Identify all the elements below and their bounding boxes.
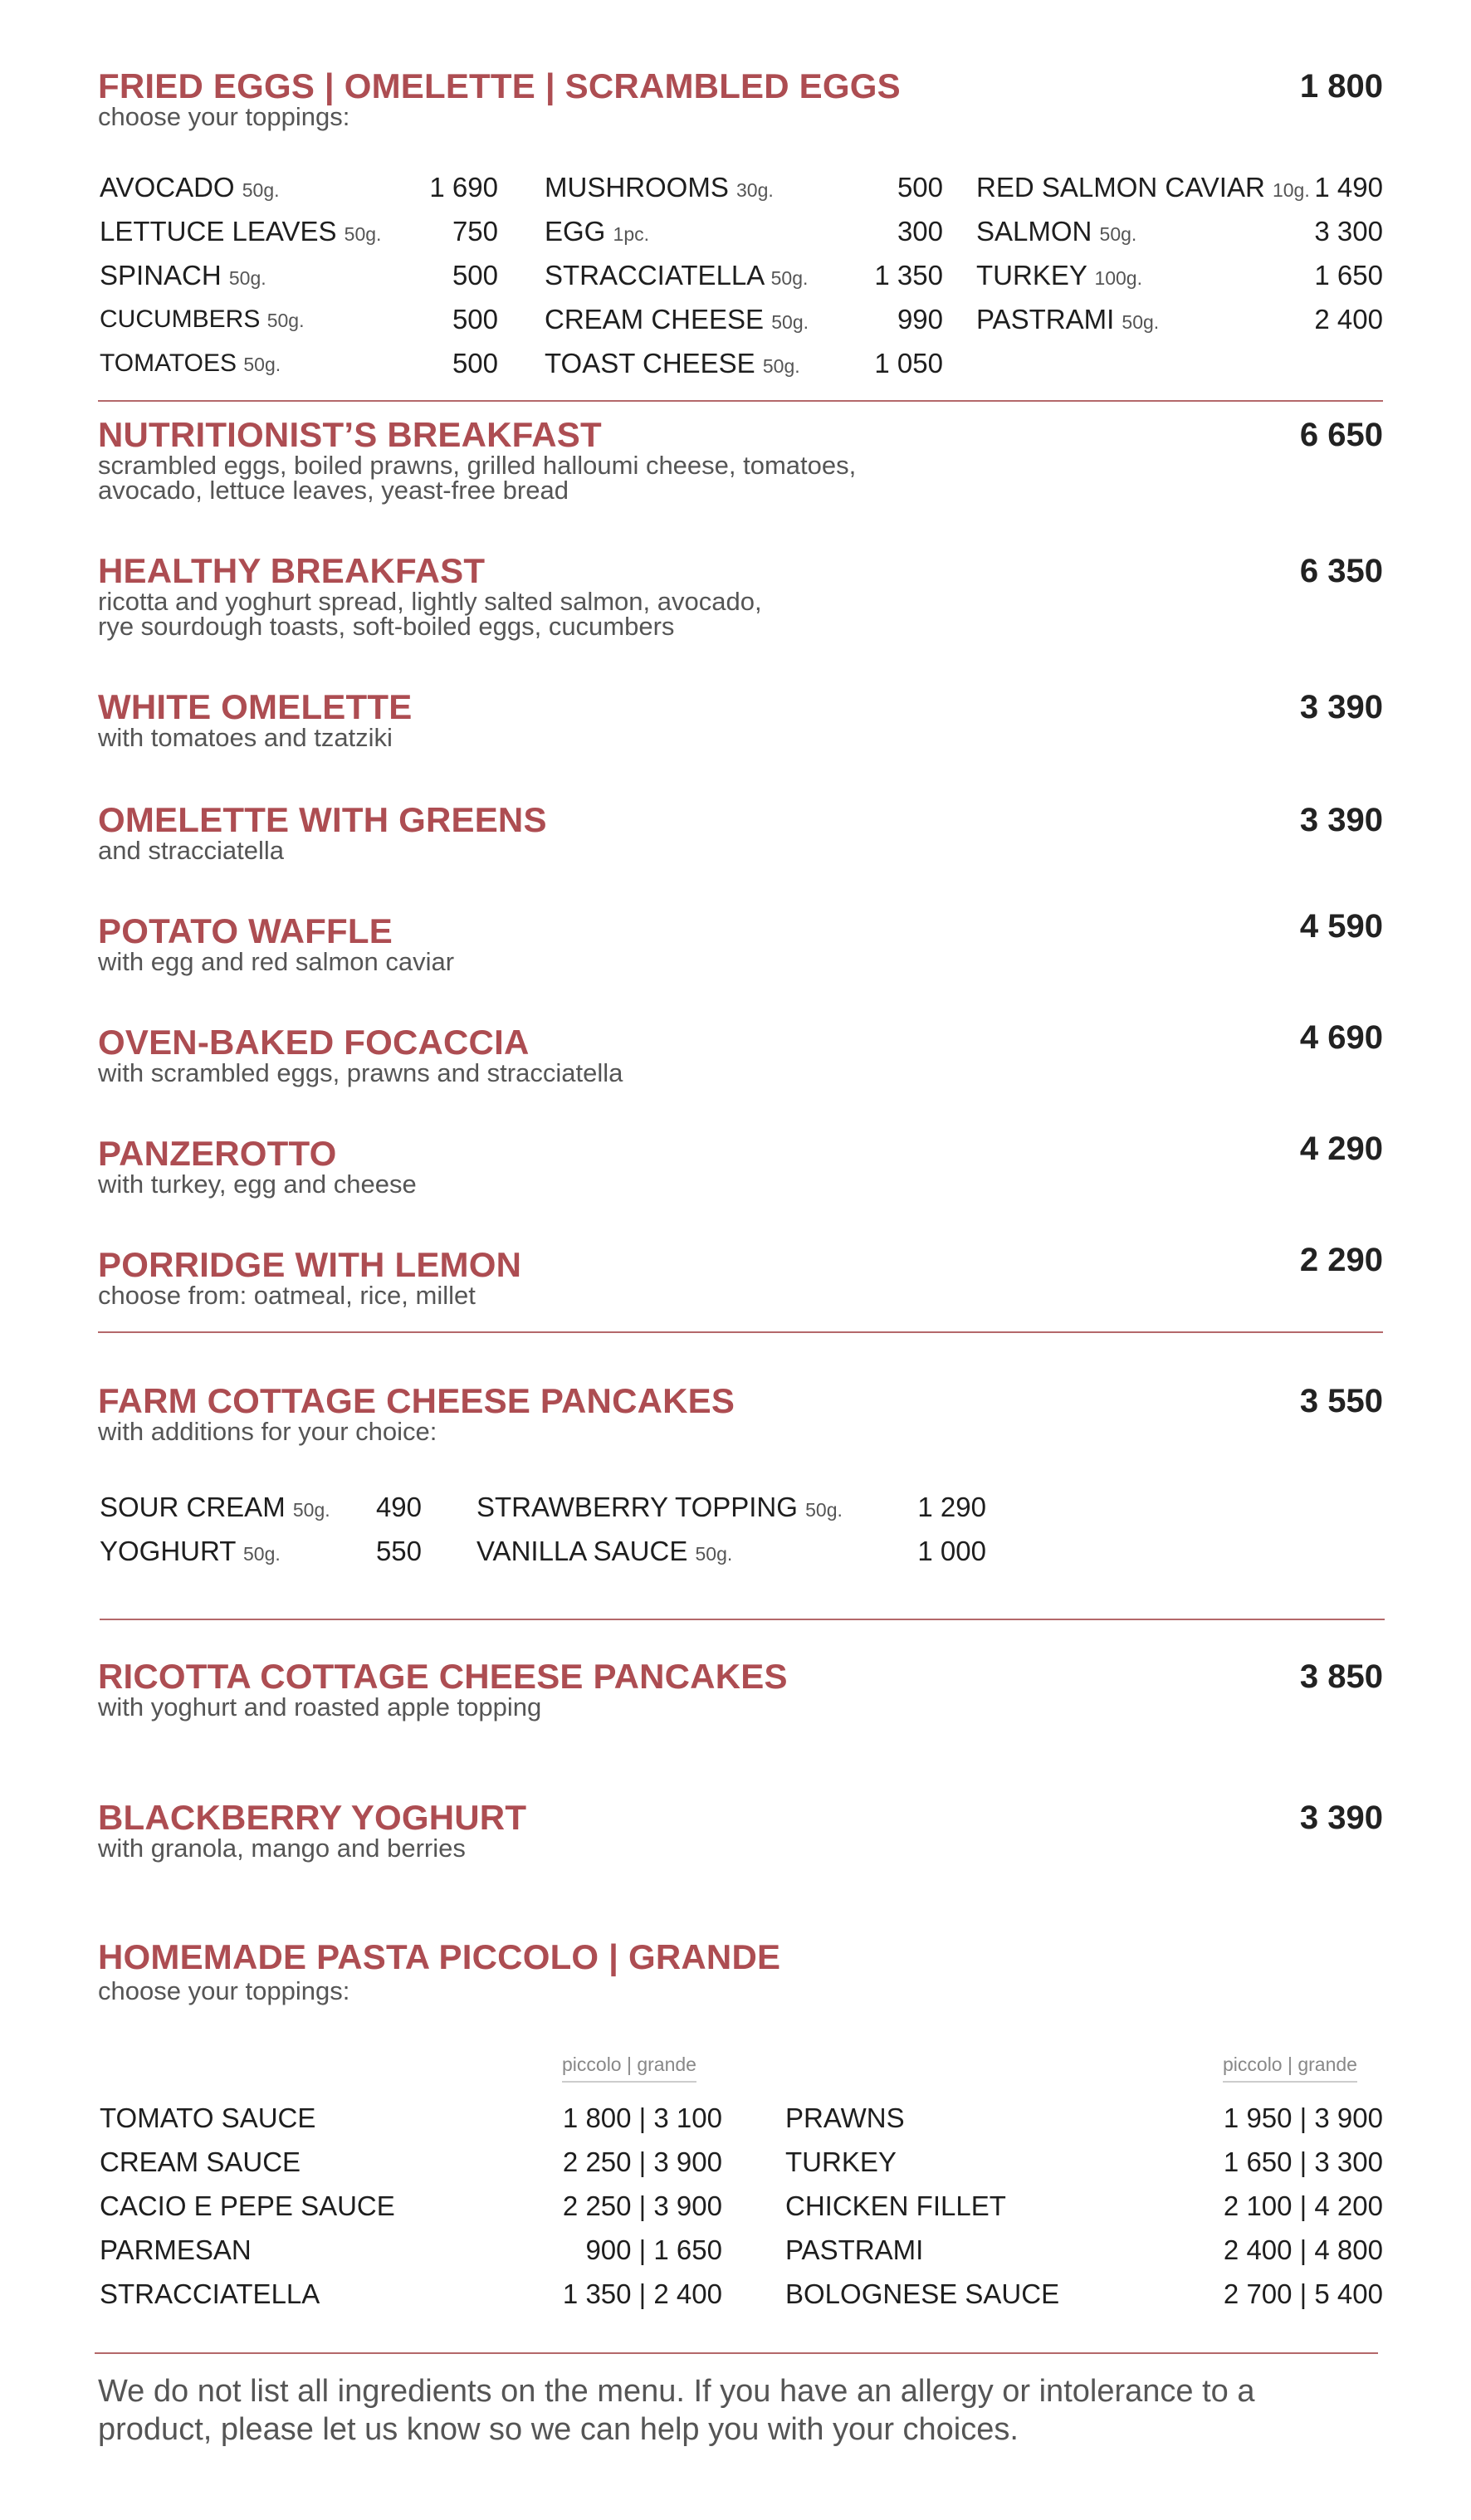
pasta-row — [785, 2278, 1383, 2322]
addition-row — [476, 1535, 986, 1579]
item-price: 6 650 — [1299, 417, 1383, 453]
topping-name: TURKEY — [976, 260, 1087, 291]
allergy-notice-line: We do not list all ingredients on the menu. If you have an allergy or intolerance to a — [98, 2374, 1255, 2409]
menu-item — [98, 1658, 1383, 1720]
pasta-topping-name: CHICKEN FILLET — [785, 2190, 1006, 2221]
topping-price: 1 050 — [874, 348, 943, 378]
eggs-toppings-col3 — [976, 171, 1383, 347]
menu-item — [98, 1242, 1383, 1310]
item-price: 4 690 — [1299, 1019, 1383, 1056]
pancake-additions-col1 — [100, 1491, 422, 1579]
eggs-price: 1 800 — [1299, 68, 1383, 105]
pancake-additions-col2 — [476, 1491, 986, 1579]
pasta-title: HOMEMADE PASTA PICCOLO | GRANDE — [98, 1937, 781, 1976]
item-title: WHITE OMELETTE — [98, 687, 413, 726]
pasta-topping-price: 2 250 | 3 900 — [562, 2190, 722, 2221]
pasta-topping-name: TURKEY — [785, 2146, 897, 2177]
topping-weight: 1pc. — [613, 223, 650, 245]
pasta-topping-name: CREAM SAUCE — [100, 2146, 301, 2177]
pasta-topping-price: 1 650 | 3 300 — [1223, 2146, 1383, 2177]
pasta-topping-name: PASTRAMI — [785, 2234, 924, 2265]
pasta-topping-name: CACIO E PEPE SAUCE — [100, 2190, 395, 2221]
addition-row — [476, 1491, 986, 1535]
addition-price: 1 000 — [917, 1536, 986, 1566]
addition-weight: 50g. — [292, 1499, 330, 1521]
topping-row — [100, 171, 498, 215]
divider — [95, 2352, 1378, 2354]
topping-row — [976, 171, 1383, 215]
item-title: RICOTTA COTTAGE CHEESE PANCAKES — [98, 1657, 788, 1696]
topping-weight: 50g. — [344, 223, 382, 245]
item-price: 6 350 — [1299, 553, 1383, 589]
topping-row — [976, 259, 1383, 303]
menu-item — [98, 1800, 1383, 1861]
item-desc: avocado, lettuce leaves, yeast-free bread — [98, 476, 569, 505]
pancakes-subtitle: with additions for your choice: — [98, 1417, 437, 1446]
topping-row — [545, 303, 943, 347]
topping-name: PASTRAMI — [976, 304, 1115, 335]
topping-name: MUSHROOMS — [545, 172, 729, 203]
topping-price: 300 — [897, 216, 943, 247]
item-title: POTATO WAFFLE — [98, 911, 393, 950]
eggs-toppings-col1 — [100, 171, 498, 391]
topping-name: RED SALMON CAVIAR — [976, 172, 1265, 203]
addition-weight: 50g. — [805, 1499, 843, 1521]
item-price: 3 390 — [1299, 689, 1383, 725]
topping-name: EGG — [545, 216, 606, 247]
pasta-topping-price: 1 800 | 3 100 — [562, 2102, 722, 2133]
addition-name: YOGHURT — [100, 1536, 236, 1566]
item-desc: with granola, mango and berries — [98, 1834, 466, 1863]
pasta-row — [100, 2278, 722, 2322]
topping-price: 2 400 — [1314, 304, 1383, 335]
topping-name: CUCUMBERS — [100, 305, 261, 333]
topping-row — [100, 303, 498, 347]
item-desc: with turkey, egg and cheese — [98, 1170, 417, 1199]
topping-price: 750 — [452, 216, 498, 247]
topping-name: TOAST CHEESE — [545, 348, 755, 378]
pasta-row — [100, 2146, 722, 2190]
topping-row — [100, 215, 498, 259]
divider — [100, 1619, 1385, 1620]
item-title: HEALTHY BREAKFAST — [98, 551, 486, 590]
menu-item — [98, 1019, 1383, 1087]
pasta-topping-name: BOLOGNESE SAUCE — [785, 2278, 1060, 2309]
pasta-row — [785, 2102, 1383, 2146]
topping-row — [100, 259, 498, 303]
pasta-topping-price: 900 | 1 650 — [585, 2234, 722, 2265]
pasta-row — [785, 2190, 1383, 2234]
eggs-section — [98, 68, 1383, 129]
pasta-topping-price: 1 950 | 3 900 — [1223, 2102, 1383, 2133]
pasta-toppings-col1 — [100, 2102, 722, 2322]
topping-weight: 50g. — [266, 310, 305, 331]
pasta-toppings-col2 — [785, 2102, 1383, 2322]
addition-row — [100, 1535, 422, 1579]
topping-row — [545, 215, 943, 259]
item-price: 4 290 — [1299, 1131, 1383, 1167]
topping-weight: 10g. — [1272, 179, 1310, 201]
topping-name: LETTUCE LEAVES — [100, 216, 337, 247]
addition-price: 1 290 — [917, 1492, 986, 1522]
menu-item — [98, 908, 1383, 976]
size-header: piccolo | grande — [562, 2054, 696, 2083]
item-price: 3 390 — [1299, 802, 1383, 838]
allergy-notice-line: product, please let us know so we can help you with your choices. — [98, 2412, 1019, 2447]
addition-row — [100, 1491, 422, 1535]
pasta-row — [100, 2190, 722, 2234]
item-desc: scrambled eggs, boiled prawns, grilled halloumi cheese, tomatoes, — [98, 451, 857, 480]
item-title: OMELETTE WITH GREENS — [98, 800, 547, 839]
topping-weight: 30g. — [736, 179, 774, 201]
menu-item — [98, 553, 1383, 639]
pasta-topping-price: 2 700 | 5 400 — [1223, 2278, 1383, 2309]
topping-price: 500 — [452, 304, 498, 335]
addition-price: 490 — [375, 1492, 422, 1522]
topping-name: STRACCIATELLA — [545, 260, 764, 291]
item-desc: with scrambled eggs, prawns and stracciatella — [98, 1058, 623, 1087]
addition-weight: 50g. — [695, 1543, 733, 1565]
topping-price: 500 — [897, 172, 943, 203]
eggs-subtitle: choose your toppings: — [98, 102, 350, 131]
topping-row — [100, 347, 498, 391]
topping-price: 1 350 — [874, 260, 943, 291]
topping-weight: 50g. — [228, 267, 266, 289]
item-desc: choose from: oatmeal, rice, millet — [98, 1281, 476, 1310]
topping-name: TOMATOES — [100, 349, 237, 377]
addition-name: SOUR CREAM — [100, 1492, 286, 1522]
addition-weight: 50g. — [242, 1543, 281, 1565]
topping-weight: 50g. — [1122, 311, 1160, 333]
topping-weight: 50g. — [1099, 223, 1137, 245]
menu-item — [98, 689, 1383, 750]
pasta-topping-price: 2 100 | 4 200 — [1223, 2190, 1383, 2221]
pasta-topping-price: 2 400 | 4 800 — [1223, 2234, 1383, 2265]
topping-price: 3 300 — [1314, 216, 1383, 247]
topping-row — [545, 259, 943, 303]
divider — [98, 1331, 1383, 1333]
pasta-topping-name: TOMATO SAUCE — [100, 2102, 316, 2133]
menu-item — [98, 1131, 1383, 1199]
topping-name: SPINACH — [100, 260, 222, 291]
topping-weight: 50g. — [243, 354, 281, 375]
menu-item — [98, 417, 1383, 503]
pasta-topping-price: 1 350 | 2 400 — [562, 2278, 722, 2309]
topping-weight: 50g. — [771, 311, 809, 333]
topping-price: 1 690 — [429, 172, 498, 203]
topping-weight: 100g. — [1094, 267, 1142, 289]
addition-name: STRAWBERRY TOPPING — [476, 1492, 798, 1522]
pasta-subtitle: choose your toppings: — [98, 1976, 350, 2005]
pancakes-price: 3 550 — [1299, 1383, 1383, 1419]
pasta-row — [785, 2234, 1383, 2278]
pasta-topping-price: 2 250 | 3 900 — [562, 2146, 722, 2177]
pasta-section — [98, 1939, 1383, 2004]
eggs-toppings-col2 — [545, 171, 943, 391]
addition-price: 550 — [375, 1536, 422, 1566]
topping-price: 1 490 — [1314, 172, 1383, 203]
item-title: NUTRITIONIST’S BREAKFAST — [98, 415, 602, 454]
topping-row — [545, 347, 943, 391]
pasta-topping-name: PARMESAN — [100, 2234, 252, 2265]
divider — [98, 400, 1383, 402]
topping-weight: 50g. — [242, 179, 280, 201]
item-desc: rye sourdough toasts, soft-boiled eggs, cucumbers — [98, 612, 675, 641]
topping-price: 1 650 — [1314, 260, 1383, 291]
pasta-row — [785, 2146, 1383, 2190]
pancakes-section — [98, 1383, 1383, 1444]
topping-price: 500 — [452, 348, 498, 378]
item-desc: with tomatoes and tzatziki — [98, 723, 393, 752]
topping-price: 990 — [897, 304, 943, 335]
topping-row — [976, 215, 1383, 259]
item-desc: and stracciatella — [98, 836, 285, 865]
pasta-topping-name: PRAWNS — [785, 2102, 905, 2133]
pasta-row — [100, 2234, 722, 2278]
topping-row — [545, 171, 943, 215]
pancakes-title: FARM COTTAGE CHEESE PANCAKES — [98, 1381, 736, 1420]
topping-weight: 50g. — [770, 267, 809, 289]
topping-row — [976, 303, 1383, 347]
topping-price: 500 — [452, 260, 498, 291]
item-price: 2 290 — [1299, 1242, 1383, 1278]
item-desc: with yoghurt and roasted apple topping — [98, 1692, 542, 1722]
topping-weight: 50g. — [762, 355, 800, 377]
item-title: PANZEROTTO — [98, 1134, 337, 1173]
item-price: 3 850 — [1299, 1658, 1383, 1695]
topping-name: AVOCADO — [100, 172, 235, 203]
item-price: 4 590 — [1299, 908, 1383, 945]
eggs-title: FRIED EGGS | OMELETTE | SCRAMBLED EGGS — [98, 66, 901, 105]
topping-name: SALMON — [976, 216, 1092, 247]
size-header: piccolo | grande — [1223, 2054, 1357, 2083]
pasta-topping-name: STRACCIATELLA — [100, 2278, 320, 2309]
item-title: PORRIDGE WITH LEMON — [98, 1245, 522, 1284]
allergy-notice — [98, 2372, 1383, 2449]
item-price: 3 390 — [1299, 1800, 1383, 1836]
pasta-row — [100, 2102, 722, 2146]
addition-name: VANILLA SAUCE — [476, 1536, 688, 1566]
item-desc: ricotta and yoghurt spread, lightly salted salmon, avocado, — [98, 587, 762, 616]
item-title: BLACKBERRY YOGHURT — [98, 1798, 527, 1837]
menu-item — [98, 802, 1383, 863]
topping-name: CREAM CHEESE — [545, 304, 765, 335]
item-title: OVEN-BAKED FOCACCIA — [98, 1023, 530, 1062]
item-desc: with egg and red salmon caviar — [98, 947, 455, 976]
